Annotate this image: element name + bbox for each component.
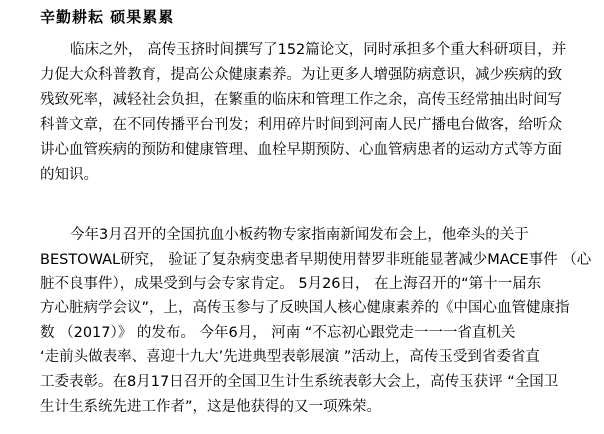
paragraph-2-line: 工委表彰。在8月17日召开的全国卫生计生系统表彰大会上，高传玉获评 “全国卫 [40, 374, 559, 390]
paragraph-1-line: 讲心血管疾病的预防和健康管理、血栓早期预防、心血管病患者的运动方式等方面 [40, 142, 562, 158]
paragraph-2-line: BESTOWAL研究， 验证了复杂病变患者早期使用替罗非班能显著减少MACE事件 （心 [40, 252, 592, 268]
section-heading: 辛勤耕耘 硕果累累 [40, 8, 175, 26]
paragraph-1-line: 残致死率，减轻社会负担，在繁重的临床和管理工作之余，高传玉经常抽出时间写 [40, 92, 562, 108]
paragraph-1-line: 力促大众科普教育，提高公众健康素养。为让更多人增强防病意识，减少疾病的致 [40, 67, 562, 83]
paragraph-2-line: ‘走前头做表率、喜迎十九大’先进典型表彰展演 ”活动上，高传玉受到省委省直 [40, 349, 540, 365]
paragraph-2-line: 脏不良事件），成果受到与会专家肯定。 5月26日， 在上海召开的“第十一届东 [40, 276, 542, 292]
paragraph-2-line: 数 （2017）》 的发布。 今年6月， 河南 “不忘初心跟党走一一一省直机关 [40, 325, 516, 341]
paragraph-1-line: 科普文章，在不同传播平台刊发；利用碎片时间到河南人民广播电台做客，给听众 [40, 117, 562, 133]
paragraph-2-line: 方心脏病学会议”，上，高传玉参与了反映国人核心健康素养的《中国心血管健康指 [40, 300, 570, 316]
paragraph-2-line: 今年3月召开的全国抗血小板药物专家指南新闻发布会上，他牵头的关于 [70, 227, 529, 243]
paragraph-1-line: 临床之外， 高传玉挤时间撰写了152篇论文，同时承担多个重大科研项目，并 [70, 42, 567, 58]
paragraph-2-line: 生计生系统先进工作者”，这是他获得的又一项殊荣。 [40, 399, 382, 415]
paragraph-1-line: 的知识。 [40, 167, 98, 183]
